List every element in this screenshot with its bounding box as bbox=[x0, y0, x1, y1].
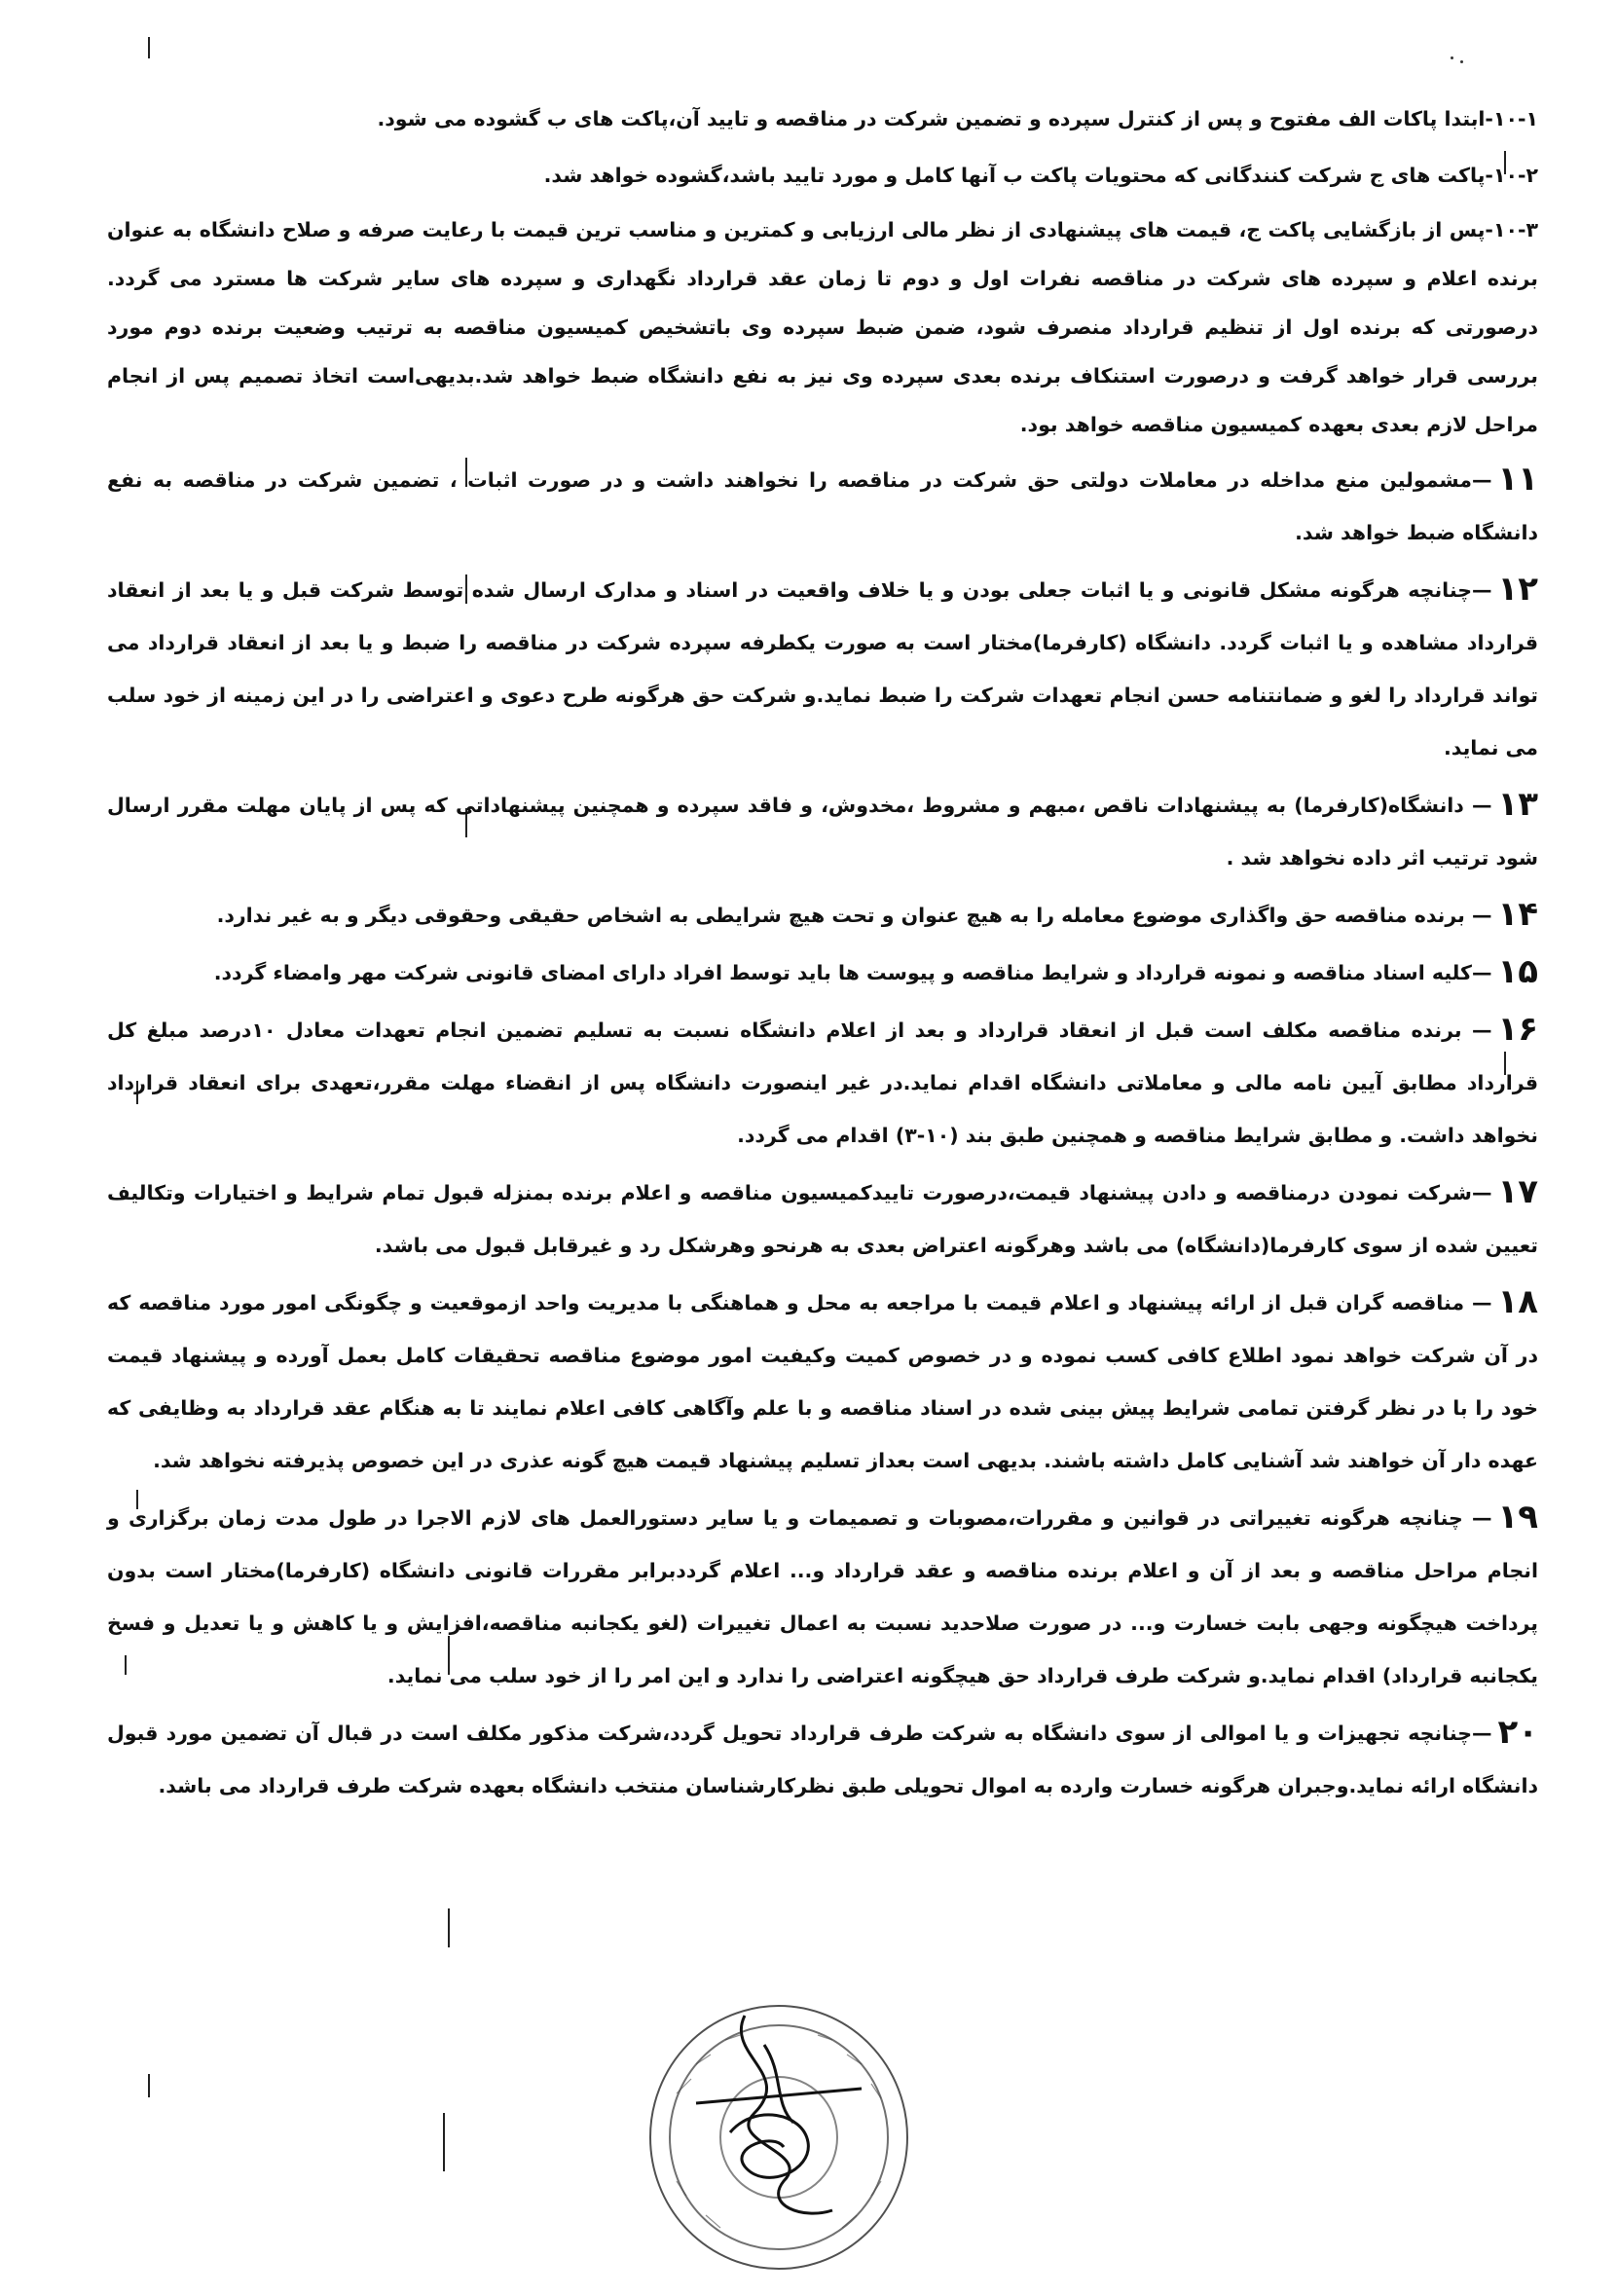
clause-18 bbox=[107, 1276, 1538, 1487]
clause-text: ۱۰-۳-پس از بازگشایی پاکت ج، قیمت های پیشنهادی از نظر مالی ارزیابی و کمترین و مناسب ترین قیمت با رعایت صرفه و صلاح دانشگاه به عنوان برنده اعلام و سپرده های شرکت در مناقصه نفرات اول و دوم تا زمان عقد قرارداد نگهداری و سپرده های سایر شرکت ها مسترد می گردد. درصورتی که برنده اول از تنظیم قرارداد منصرف شود، ضمن ضبط سپرده وی باتشخیص کمیسیون مناقصه به ترتیب وضعیت برنده دوم مورد بررسی قرار خواهد گرفت و درصورت استنکاف برنده بعدی سپرده وی نیز به نفع دانشگاه ضبط خواهد شد.بدیهی‌است اتخاذ تصمیم پس از انجام مراحل لازم بعدی بعهده کمیسیون مناقصه خواهد بود. bbox=[107, 218, 1538, 436]
clause-number: ۲۰ bbox=[1497, 1713, 1538, 1752]
official-seal-stamp bbox=[638, 1986, 920, 2278]
clause-19 bbox=[107, 1491, 1538, 1702]
clause-text: — دانشگاه(کارفرما) به پیشنهادات ناقص ،مبهم و مشروط ،مخدوش، و فاقد سپرده و همچنین پیشنهاداتی که پس از پایان مهلت مقرر ارسال شود ترتیب اثر داده نخواهد شد . bbox=[107, 794, 1538, 870]
clause-12 bbox=[107, 563, 1538, 774]
clause-number: ۱۶ bbox=[1497, 1010, 1538, 1049]
clause-text: — مناقصه گران قبل از ارائه پیشنهاد و اعلام قیمت با مراجعه به محل و هماهنگی با مدیریت واحد ازموقعیت و چگونگی امور مورد مناقصه که در آن شرکت خواهد نمود اطلاع کافی کسب نموده و در خصوص کمیت وکیفیت امور موضوع مناقصه تحقیقات کامل بعمل آورده و پیشنهاد قیمت خود را با در نظر گرفتن تمامی شرایط پیش بینی شده در اسناد مناقصه و با علم وآگاهی کافی اعلام نمایند تا به هنگام عقد قرارداد به وظایفی که عهده دار آن خواهند شد آشنایی کامل داشته باشند. بدیهی است بعداز تسلیم پیشنهاد قیمت هیچ گونه عذری در این خصوص پذیرفته نخواهد شد. bbox=[107, 1291, 1538, 1472]
clause-20 bbox=[107, 1706, 1538, 1812]
clause-text: —کلیه اسناد مناقصه و نمونه قرارداد و شرایط مناقصه و پیوست ها باید توسط افراد دارای امضای قانونی شرکت مهر وامضاء گردد. bbox=[213, 961, 1492, 984]
clause-10-2 bbox=[107, 149, 1538, 202]
clause-text: —چنانچه تجهیزات و یا اموالی از سوی دانشگاه به شرکت طرف قرارداد تحویل گردد،شرکت مذکور مکلف است در قبال آن تضمین مورد قبول دانشگاه ارائه نماید.وجبران هرگونه خسارت وارده به اموال تحویلی طبق نظرکارشناسان منتخب دانشگاه بعهده شرکت طرف قرارداد می باشد. bbox=[107, 1722, 1538, 1797]
clause-15 bbox=[107, 945, 1538, 999]
clause-text: —چنانچه هرگونه مشکل قانونی و یا اثبات جعلی بودن و یا خلاف واقعیت در اسناد و مدارک ارسال شده توسط شرکت قبل و یا بعد از انعقاد قرارداد مشاهده و یا اثبات گردد. دانشگاه (کارفرما)مختار است به صورت یکطرفه سپرده شرکت در مناقصه را ضبط و یا بعد از انعقاد قرارداد می تواند قرارداد را لغو و ضمانتنامه حسن انجام تعهدات شرکت را ضبط نماید.و شرکت حق هرگونه طرح دعوی و اعتراضی را در این زمینه از خود سلب می نماید. bbox=[107, 578, 1538, 759]
clause-number: ۱۸ bbox=[1497, 1282, 1538, 1321]
clause-text: —شرکت نمودن درمناقصه و دادن پیشنهاد قیمت،درصورت تاییدکمیسیون مناقصه و اعلام برنده بمنزله قبول تمام شرایط و اختیارات وتکالیف تعیین شده از سوی کارفرما(دانشگاه) می باشد وهرگونه اعتراض بعدی به هرنحو وهرشکل رد و غیرقابل قبول می باشد. bbox=[107, 1181, 1538, 1257]
clause-number: ۱۷ bbox=[1497, 1172, 1538, 1211]
scan-margin-mark bbox=[448, 1908, 450, 1947]
clause-number: ۱۹ bbox=[1497, 1498, 1538, 1537]
clause-16 bbox=[107, 1003, 1538, 1162]
clause-text: ۱۰-۱-ابتدا پاکات الف مفتوح و پس از کنترل سپرده و تضمین شرکت در مناقصه و تایید آن،پاکت های ب گشوده می شود. bbox=[377, 107, 1538, 130]
clause-text: — برنده مناقصه حق واگذاری موضوع معامله را به هیچ عنوان و تحت هیچ شرایطی به اشخاص حقیقی وحقوقی دیگر و به غیر ندارد. bbox=[216, 904, 1492, 927]
scan-speck bbox=[1460, 60, 1463, 63]
clause-11 bbox=[107, 453, 1538, 559]
clause-text: ۱۰-۲-پاکت های ج شرکت کنندگانی که محتویات پاکت ب آنها کامل و مورد تایید باشد،گشوده خواهد شد. bbox=[543, 164, 1538, 187]
clause-number: ۱۴ bbox=[1497, 895, 1538, 934]
clause-text: —مشمولین منع مداخله در معاملات دولتی حق شرکت در مناقصه را نخواهند داشت و در صورت اثبات ، تضمین شرکت در مناقصه به نفع دانشگاه ضبط خواهد شد. bbox=[107, 468, 1538, 544]
scan-margin-mark bbox=[148, 37, 150, 58]
clause-13 bbox=[107, 778, 1538, 884]
clause-number: ۱۵ bbox=[1497, 952, 1538, 991]
scan-margin-mark bbox=[443, 2113, 445, 2171]
clause-number: ۱۳ bbox=[1497, 785, 1538, 824]
document-body bbox=[107, 93, 1538, 1816]
clause-text: — برنده مناقصه مکلف است قبل از انعقاد قرارداد و بعد از اعلام دانشگاه نسبت به تسلیم تضمین انجام تعهدات معادل ۱۰درصد مبلغ کل قرارداد مطابق آیین نامه مالی و معاملاتی دانشگاه اقدام نماید.در غیر اینصورت دانشگاه پس از انقضاء مهلت مقرر،تعهدی برای انعقاد قرارداد نخواهد داشت. و مطابق شرایط مناقصه و همچنین طبق بند (۱۰-۳) اقدام می گردد. bbox=[107, 1018, 1538, 1147]
clause-number: ۱۲ bbox=[1497, 570, 1538, 609]
clause-10-1 bbox=[107, 93, 1538, 145]
scan-speck bbox=[1451, 56, 1453, 59]
clause-10-3 bbox=[107, 205, 1538, 449]
clause-17 bbox=[107, 1166, 1538, 1272]
clause-text: — چنانچه هرگونه تغییراتی در قوانین و مقررات،مصوبات و تصمیمات و یا سایر دستورالعمل های لازم الاجرا در طول مدت زمان برگزاری و انجام مراحل مناقصه و بعد از آن و اعلام برنده مناقصه و عقد قرارداد و... اعلام گرددبرابر مقررات قانونی دانشگاه (کارفرما)مختار است بدون پرداخت هیچگونه وجهی بابت خسارت و... در صورت صلاحدید نسبت به اعمال تغییرات (لغو یکجانبه مناقصه،افزایش و یا کاهش و یا تعدیل و فسخ یکجانبه قرارداد) اقدام نماید.و شرکت طرف قرارداد حق هیچگونه اعتراضی را ندارد و این امر را از خود سلب می نماید. bbox=[107, 1506, 1538, 1687]
clause-number: ۱۱ bbox=[1497, 460, 1538, 499]
clause-14 bbox=[107, 888, 1538, 942]
scan-margin-mark bbox=[148, 2074, 150, 2097]
